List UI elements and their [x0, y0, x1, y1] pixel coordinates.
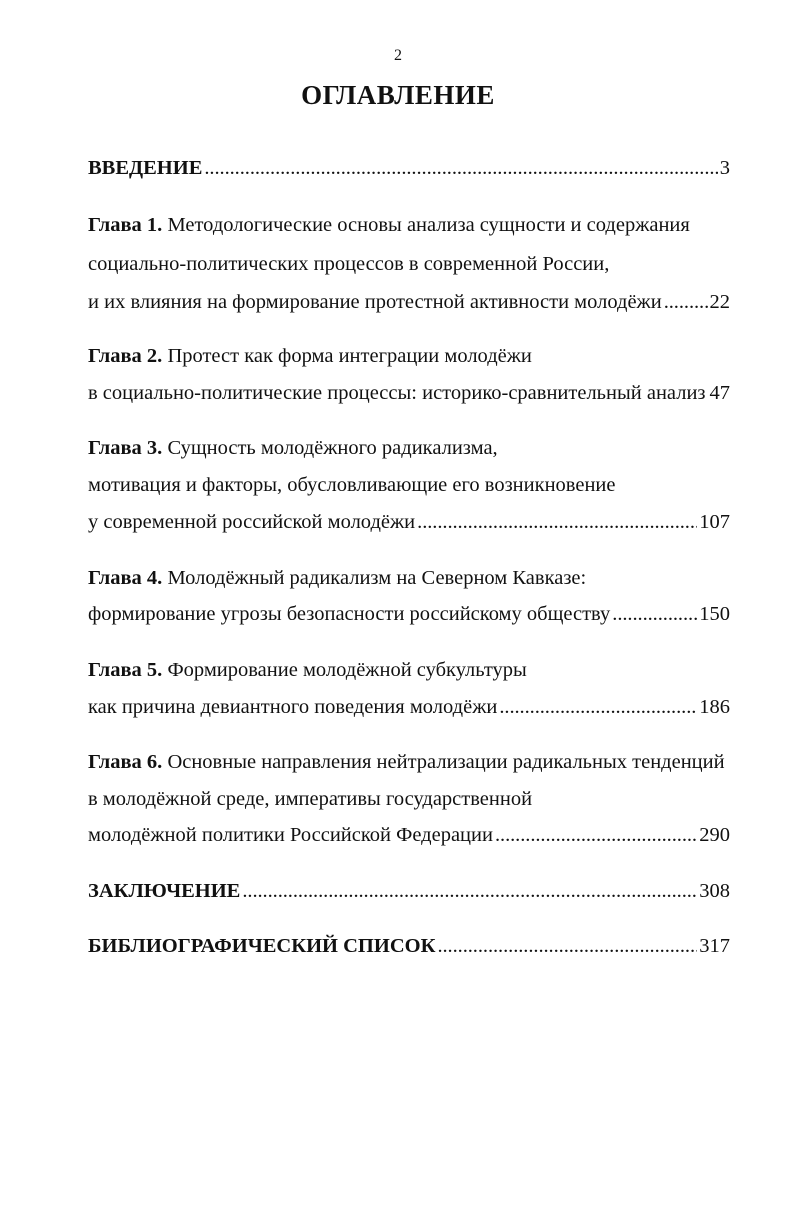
toc-entry-intro[interactable] [88, 155, 730, 181]
chapter-title-line: молодёжной политики Российской Федерации [88, 824, 493, 846]
toc-entry-chapter-2[interactable] [88, 343, 730, 369]
toc-entry-chapter-5[interactable] [88, 657, 730, 683]
toc-entry-chapter-6-line-2 [88, 786, 730, 812]
toc-entry-label: ЗАКЛЮЧЕНИЕ [88, 880, 241, 902]
toc-entry-page: 3 [719, 157, 730, 179]
toc-entry-chapter-1-line-3 [88, 289, 730, 315]
chapter-title-line: Протест как форма интеграции молодёжи [167, 345, 532, 367]
toc-entry-chapter-1-line-2 [88, 251, 730, 277]
chapter-title-line: в молодёжной среде, императивы государственной [88, 788, 533, 810]
toc-entry-chapter-3-line-2 [88, 472, 730, 498]
chapter-prefix: Глава 1. [88, 214, 163, 236]
chapter-prefix: Глава 4. [88, 567, 163, 589]
page-number: 2 [394, 47, 402, 64]
chapter-title-line: социально-политических процессов в современной России, [88, 253, 610, 275]
dot-leader [499, 694, 697, 720]
toc-entry-chapter-1[interactable] [88, 212, 730, 238]
toc-entry-chapter-6[interactable] [88, 749, 730, 775]
chapter-title-line: у современной российской молодёжи [88, 511, 416, 533]
dot-leader [437, 933, 697, 959]
chapter-title-line: формирование угрозы безопасности российскому обществу [88, 603, 611, 625]
dot-leader [612, 601, 697, 627]
toc-entry-page: 22 [709, 291, 730, 313]
toc-entry-chapter-4-line-2 [88, 601, 730, 627]
toc-entry-chapter-6-line-3 [88, 822, 730, 848]
toc-entry-bibliography[interactable] [88, 933, 730, 959]
chapter-title-line: как причина девиантного поведения молодёжи [88, 696, 498, 718]
chapter-title-line: Формирование молодёжной субкультуры [167, 659, 527, 681]
toc-entry-page: 107 [699, 511, 730, 533]
chapter-title-line: Методологические основы анализа сущности и содержания [167, 214, 690, 236]
chapter-prefix: Глава 5. [88, 659, 163, 681]
toc-entry-page: 150 [699, 603, 730, 625]
toc-entry-chapter-4[interactable] [88, 565, 730, 591]
page-title: ОГЛАВЛЕНИЕ [301, 80, 495, 110]
toc-entry-page: 290 [699, 824, 730, 846]
dot-leader [495, 822, 697, 848]
toc-entry-page: 47 [709, 382, 731, 404]
toc-entry-conclusion[interactable] [88, 878, 730, 904]
chapter-prefix: Глава 2. [88, 345, 163, 367]
toc-entry-chapter-3[interactable] [88, 435, 730, 461]
toc-entry-page: 186 [699, 696, 730, 718]
toc-entry-chapter-2-line-2 [88, 380, 730, 406]
chapter-title-line: и их влияния на формирование протестной активности молодёжи [88, 291, 662, 313]
dot-leader [204, 155, 717, 181]
chapter-title-line: в социально-политические процессы: историко-сравнительный анализ [88, 382, 706, 404]
chapter-title-line: мотивация и факторы, обусловливающие его возникновение [88, 474, 616, 496]
chapter-title-line: Молодёжный радикализм на Северном Кавказе: [167, 567, 587, 589]
toc-entry-page: 317 [699, 935, 730, 957]
dot-leader [242, 878, 697, 904]
toc-entry-label: БИБЛИОГРАФИЧЕСКИЙ СПИСОК [88, 935, 436, 957]
toc-entry-label: ВВЕДЕНИЕ [88, 157, 203, 179]
toc-entry-page: 308 [699, 880, 730, 902]
chapter-prefix: Глава 3. [88, 437, 163, 459]
chapter-title-line: Сущность молодёжного радикализма, [167, 437, 498, 459]
dot-leader [664, 289, 708, 315]
toc-entry-chapter-5-line-2 [88, 694, 730, 720]
toc-entry-chapter-3-line-3 [88, 509, 730, 535]
dot-leader [417, 509, 697, 535]
chapter-prefix: Глава 6. [88, 751, 163, 773]
chapter-title-line: Основные направления нейтрализации радикальных тенденций [167, 751, 725, 773]
